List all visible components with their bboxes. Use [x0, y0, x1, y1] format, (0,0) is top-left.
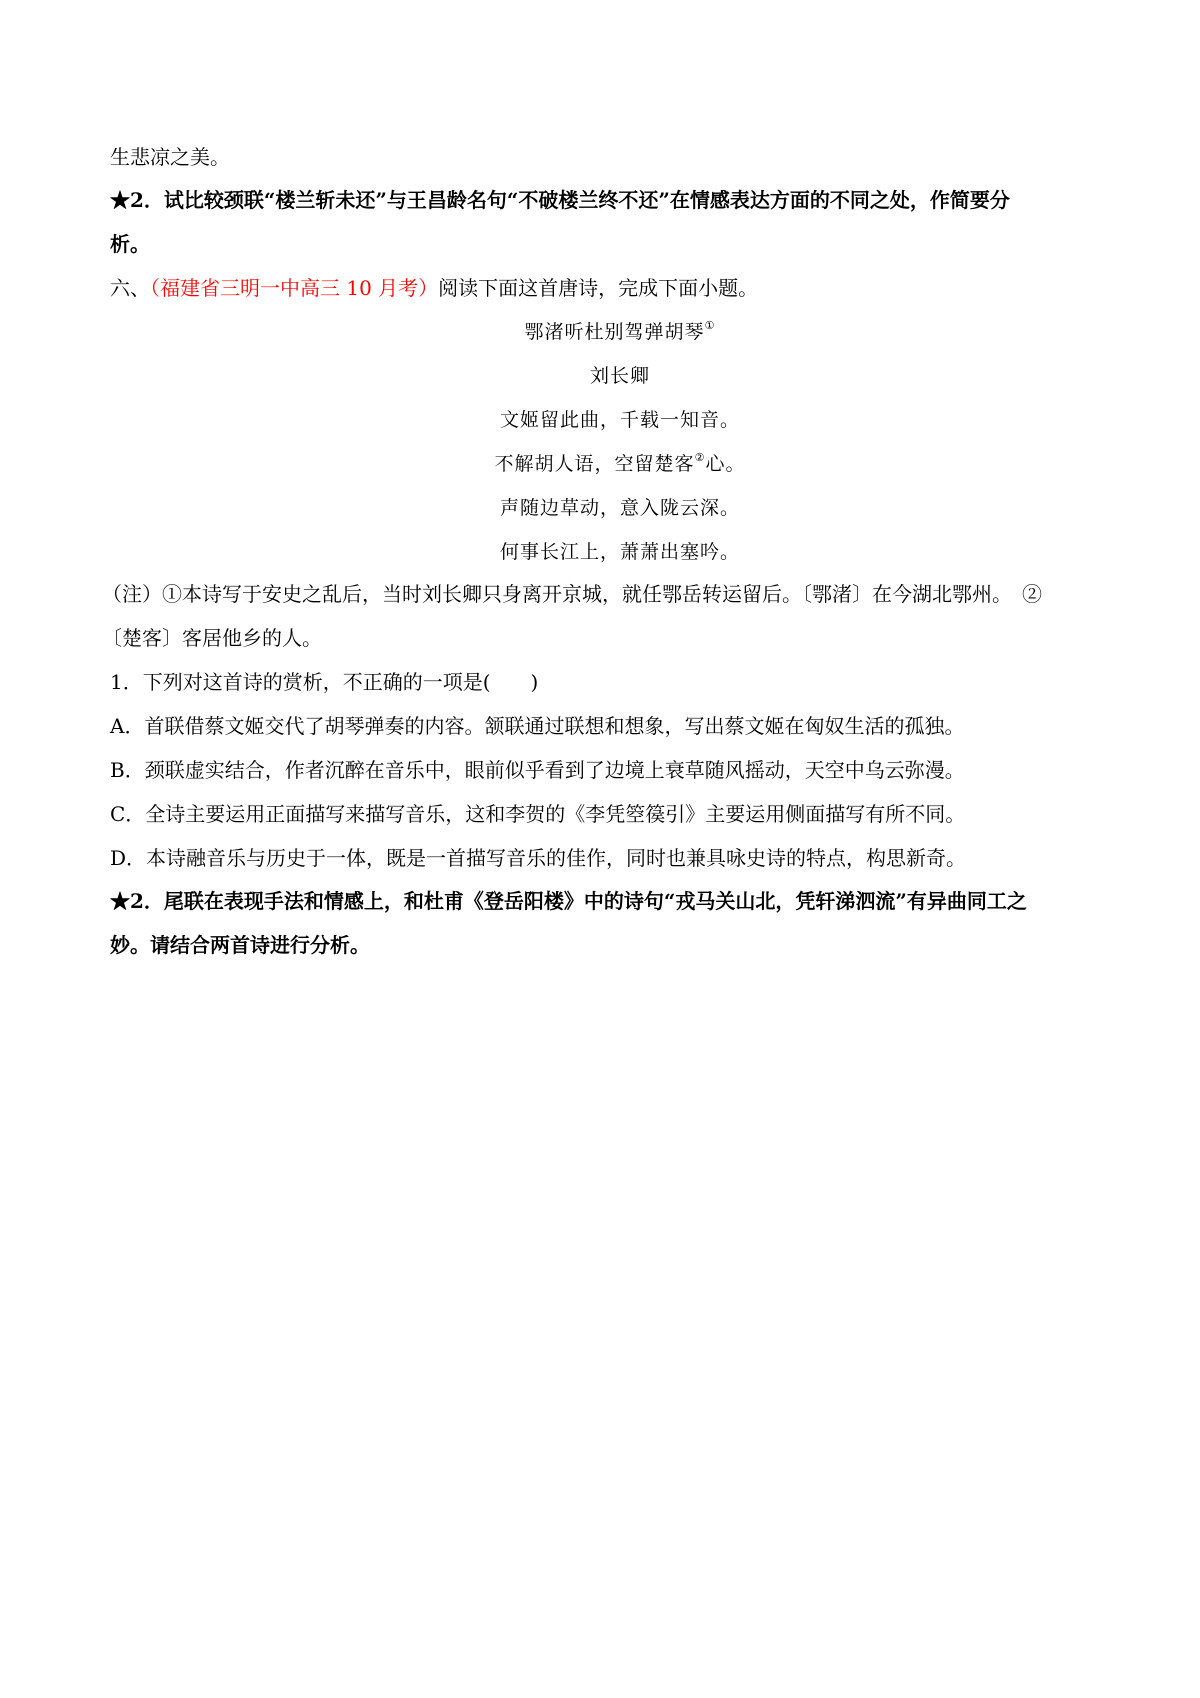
poem-line-2-end: 心。 [705, 453, 746, 475]
poem-notes-line-1: （注）①本诗写于安史之乱后，当时刘长卿只身离开京城，就任鄂岳转运留后。〔鄂渚〕在今湖北鄂州。 ② [102, 582, 1042, 606]
poem-line-3: 声随边草动，意入陇云深。 [499, 497, 740, 519]
question-5-2-line-2: 析。 [110, 232, 150, 256]
poem-line-2-text: 不解胡人语，空留楚客 [494, 453, 695, 475]
poem-title-note-mark: ① [704, 319, 716, 332]
question-6-1-option-c: C．全诗主要运用正面描写来描写音乐，这和李贺的《李凭箜篌引》主要运用侧面描写有所不同。 [110, 802, 966, 826]
poem-title [0, 320, 1200, 344]
poem-line-2-note-mark: ② [694, 451, 706, 464]
poem-line-2 [0, 452, 1200, 476]
section-6-heading [110, 276, 1100, 300]
question-6-1-option-a: A．首联借蔡文姬交代了胡琴弹奏的内容。颔联通过联想和想象，写出蔡文姬在匈奴生活的孤独。 [110, 714, 965, 738]
question-6-1-option-d: D．本诗融音乐与历史于一体，既是一首描写音乐的佳作，同时也兼具咏史诗的特点，构思新奇。 [110, 846, 967, 870]
question-6-2-line-1: ★2．尾联在表现手法和情感上，和杜甫《登岳阳楼》中的诗句“戎马关山北，凭轩涕泗流”有异曲同工之 [110, 889, 1027, 913]
poem-title-text: 鄂渚听杜别驾弹胡琴 [524, 321, 705, 343]
poem-line-4: 何事长江上，萧萧出塞吟。 [499, 541, 740, 563]
poem-line-1: 文姬留此曲，千载一知音。 [499, 409, 740, 431]
section-6-source: （福建省三明一中高三 10 月考） [150, 276, 439, 300]
question-6-1-stem: 1．下列对这首诗的赏析，不正确的一项是( ) [110, 670, 539, 694]
section-6-prefix: 六、 [110, 276, 150, 300]
poem-notes-line-2: 〔楚客〕客居他乡的人。 [102, 626, 322, 650]
poem-author: 刘长卿 [589, 365, 650, 387]
question-6-2-line-2: 妙。请结合两首诗进行分析。 [110, 933, 370, 957]
question-5-2-line-1: ★2．试比较颈联“楼兰斩未还”与王昌龄名句“不破楼兰终不还”在情感表达方面的不同之处，作简要分 [110, 188, 1010, 212]
previous-answer-tail: 生悲凉之美。 [110, 145, 230, 169]
section-6-instruction: 阅读下面这首唐诗，完成下面小题。 [438, 276, 759, 300]
question-6-1-option-b: B．颈联虚实结合，作者沉醉在音乐中，眼前似乎看到了边境上衰草随风摇动，天空中乌云弥漫。 [110, 758, 965, 782]
